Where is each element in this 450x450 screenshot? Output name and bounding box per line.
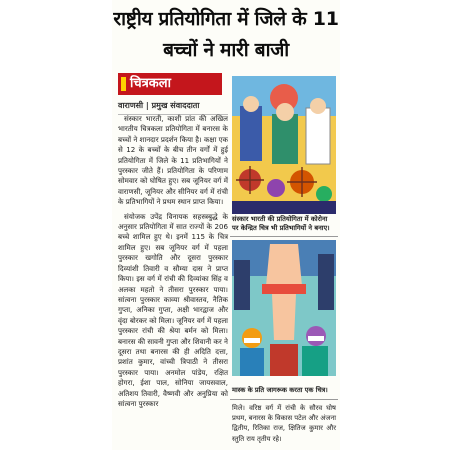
caption-top: संस्कार भारती की प्रतियोगिता में कोरोना पर केन्द्रित चित्र भी प्रतिभागियों ने बनाए। (232, 215, 330, 232)
divider (230, 236, 338, 237)
page-margin-left (0, 0, 112, 450)
article-continuation: मिले। वरिष्ठ वर्ग में रांची के सौरव घोष प्रथम, बनारस के विकास पटेल और अंजना द्वितीय, रितिका राज, क्षितिज कुमार और स्तुति राय तृतीय रहे। (232, 404, 336, 443)
section-tag: चित्रकला (118, 73, 222, 95)
page-margin-right (340, 0, 450, 450)
byline: वाराणसी | प्रमुख संवाददाता (118, 100, 228, 115)
caption-bottom: मास्क के प्रति जागरूक करता एक चित्र। (232, 386, 328, 394)
artwork-mask-painting (232, 240, 336, 376)
article-paragraph: संस्कार भारती, काशी प्रांत की अखिल भारतीय चित्रकला प्रतियोगिता में बनारस के बच्चों ने शानदार प्रदर्शन किया है। कक्षा एक से 12 के बच्चों के बीच तीन वर्गों में हुई प्रतियोगिता में जिले के 11 प्रतिभागियों ने पुरस्कार जीते हैं। प्रतियोगिता के परिणाम सोमवार को घोषित हुए। सब जूनियर वर्ग में वाराणसी, जूनियर और सीनियर वर्ग में रांची के प्रतिभागियों ने प्रथम स्थान प्राप्त किया। (118, 114, 228, 207)
divider (230, 399, 338, 400)
mask-painting-image (232, 240, 336, 376)
article-body (118, 114, 228, 413)
corona-painting-image (232, 76, 336, 214)
headline: राष्ट्रीय प्रतियोगिता में जिले के 11 बच्चों ने मारी बाजी (113, 8, 339, 61)
article-paragraph: संयोजक उपेंद्र विनायक सहस्त्रबुद्धे के अनुसार प्रतियोगिता में सात राज्यों के 206 बच्चे शामिल हुए थे। इनमें 115 के चित्र शामिल हुए। सब जूनियर वर्ग में पहला पुरस्कार खगोति और दूसरा पुरस्कार दिव्यांशी तिवारी व सौम्या दास ने प्राप्त किया। इस वर्ग में रांची की दिव्यांका सिंह व अलका महतो ने तीसरा पुरस्कार पाया। सांत्वना पुरस्कार काव्या श्रीवास्तव, नैतिक गुप्ता, अनिका गुप्ता, अक्षी भारद्वाज और वृंदा बोरकर को मिला। जूनियर वर्ग में पहला पुरस्कार रांची की श्रेया बर्मन को मिला। बनारस की सावनी गुप्ता और शिवानी कर ने दूसरा तथा बनारस की ही अदिति दत्ता, प्रशांत कुमार, वांच्ची त्रिपाठी ने तीसरा पुरस्कार पाया। अनमोल पांडेय, रक्षित होगरा, ईशा पाल, सोनिया जायसवाल, अतिशय तिवारी, वैष्णवी और अनुप्रिया को सांत्वना पुरस्कार (118, 211, 228, 408)
artwork-corona-painting (232, 76, 336, 214)
newspaper-clipping (112, 0, 340, 450)
